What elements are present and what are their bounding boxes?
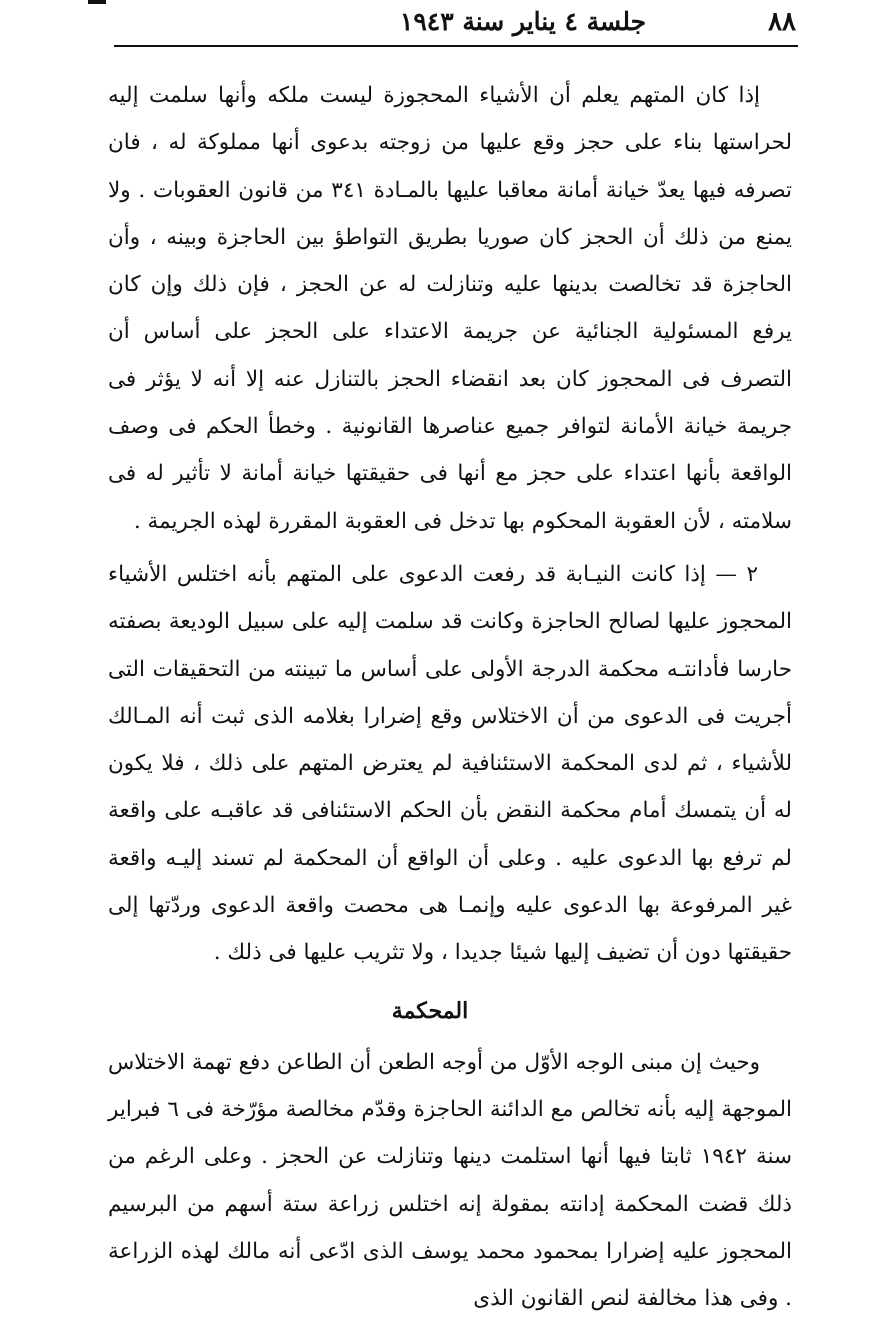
page-body — [108, 72, 792, 1322]
page-header — [110, 4, 796, 40]
page-number: ٨٨ — [768, 7, 796, 37]
court-reasoning: وحيث إن مبنى الوجه الأوّل من أوجه الطعن أن الطاعن دفع تهمة الاختلاس الموجهة إليه بأنه تخالص مع الدائنة الحاجزة وقدّم مخالصة مؤرّخة فى ٦ فبراير سنة ١٩٤٢ ثابتا فيها أنها استلمت دينها وتنازلت عن الحجز . وعلى الرغم من ذلك قضت المحكمة إدانته بمقولة إنه اختلس زراعة ستة أسهم من البرسيم المحجوز عليه إضرارا بمحمود محمد يوسف الذى ادّعى أنه مالك لهذه الزراعة . وفى هذا مخالفة لنص القانون الذى — [107, 1049, 792, 1312]
legal-principle-one: إذا كان المتهم يعلم أن الأشياء المحجوزة ليست ملكه وأنها سلمت إليه لحراستها بناء على حجز وقع عليها من زوجته بدعوى أنها مملوكة له ، فان تصرفه فيها يعدّ خيانة أمانة معاقبا عليها بالمـادة ٣٤١ من قانون العقوبات . ولا يمنع من ذلك أن الحجز كان صوريا بطريق التواطؤ بين الحاجزة وبينه ، وأن الحاجزة قد تخالصت بدينها عليه وتنازلت له عن الحجز ، فإن ذلك وإن كان يرفع المسئولية الجنائية عن جريمة الاعتداء على الحجز على أساس أن التصرف فى المحجوز كان بعد انقضاء الحجز بالتنازل عنه إلا أنه لا يؤثر فى جريمة خيانة الأمانة لتوافر جميع عناصرها القانونية . وخطأ الحكم فى وصف الواقعة بأنها اعتداء على حجز مع أنها فى حقيقتها خيانة أمانة لا تأثير له فى سلامته ، لأن العقوبة المحكوم بها تدخل فى العقوبة المقررة لهذه الجريمة . — [108, 83, 792, 534]
legal-principle-two: ٢ — إذا كانت النيـابة قد رفعت الدعوى على المتهم بأنه اختلس الأشياء المحجوز عليها لصالح الحاجزة وكانت قد سلمت إليه على سبيل الوديعة بصفته حارسا فأدانتـه محكمة الدرجة الأولى على أساس ما تبينته من التحقيقات التى أجريت فى الدعوى من أن الاختلاس وقع إضرارا بغلامه الذى ثبت أنه المـالك للأشياء ، ثم لدى المحكمة الاستئنافية لم يعترض المتهم على ذلك ، فلا يكون له أن يتمسك أمام محكمة النقض بأن الحكم الاستئنافى قد عاقبـه على واقعة لم ترفع بها الدعوى عليه . وعلى أن الواقع أن المحكمة لم تسند إليـه واقعة غير المرفوعة بها الدعوى عليه وإنمـا هى محصت واقعة الدعوى وردّتها إلى حقيقتها دون أن تضيف إليها شيئا جديدا ، ولا تثريب عليها فى ذلك . — [108, 561, 792, 966]
scan-mark — [88, 0, 106, 4]
header-rule — [114, 45, 798, 47]
running-head: جلسة ٤ يناير سنة ١٩٤٣ — [399, 7, 647, 36]
court-heading: المحكمة — [391, 997, 469, 1024]
